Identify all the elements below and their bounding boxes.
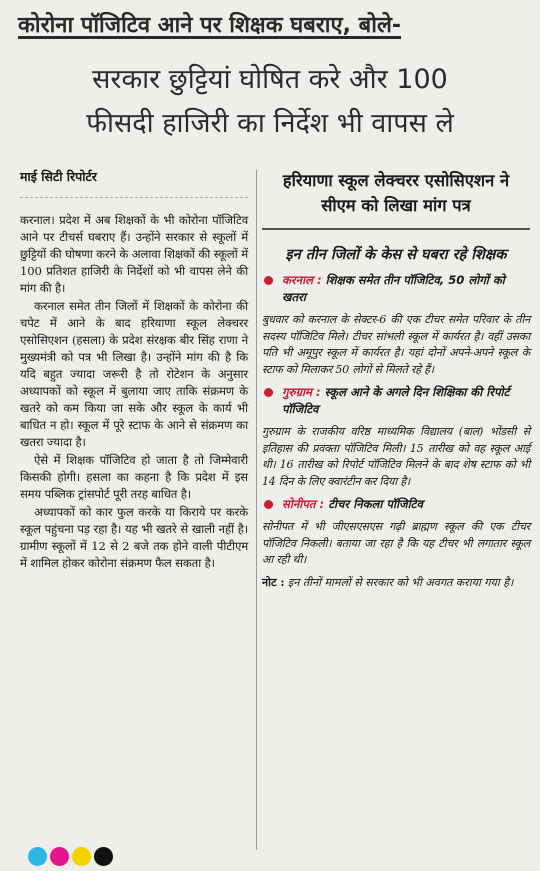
- right-column: [262, 168, 530, 591]
- sub-headline: हरियाणा स्कूल लेक्चरर एसोसिएशन ने सीएम को लिखा मांग पत्र: [262, 168, 530, 230]
- headline-line-1: सरकार छुट्टियां घोषित करे और 100: [92, 64, 448, 95]
- byline: माई सिटी रिपोर्टर: [20, 168, 248, 198]
- note-label: नोट :: [262, 575, 285, 589]
- point-prefix: सोनीपत :: [282, 497, 325, 511]
- yellow-dot: [72, 847, 91, 866]
- point-title-text: स्कूल आने के अगले दिन शिक्षिका की रिपोर्ट पॉजिटिव: [282, 385, 510, 416]
- black-dot: [94, 847, 113, 866]
- section-title: इन तीन जिलों के केस से घबरा रहे शिक्षक: [285, 247, 507, 263]
- kicker-box: [14, 6, 526, 52]
- bullet-icon: [264, 388, 273, 397]
- magenta-dot: [50, 847, 69, 866]
- bullet-icon: [264, 500, 273, 509]
- point-title-sonipat: [262, 496, 530, 513]
- color-registration-dots: [28, 847, 111, 869]
- column-divider: [256, 170, 257, 850]
- point-title-karnal: [262, 272, 530, 306]
- note: [262, 575, 530, 592]
- point-text-gurugram: गुरुग्राम के राजकीय वरिष्ठ माध्यमिक विद्यालय (बाल) भोंडसी से इतिहास की प्रवक्ता पॉजिटिव मिली। 15 तारीख को वह स्कूल आई थी। 16 तारीख को रिपोर्ट पॉजिटिव मिलने के बाद शेष स्टाफ को भी 14 दिन के लिए क्वारंटीन कर दिया है।: [262, 425, 530, 488]
- headline-line-2: फीसदी हाजिरी का निर्देश भी वापस ले: [86, 108, 454, 139]
- point-prefix: करनाल :: [282, 273, 322, 287]
- cyan-dot: [28, 847, 47, 866]
- point-text-sonipat: सोनीपत में भी जीएसएसएस गढ़ी ब्राह्मण स्कूल की एक टीचर पॉजिटिव निकली। बताया जा रहा है कि यह टीचर भी लगातार स्कूल आ रही थी।: [262, 520, 530, 566]
- bullet-icon: [264, 276, 273, 285]
- kicker: कोरोना पॉजिटिव आने पर शिक्षक घबराए, बोले-: [18, 13, 401, 38]
- note-text: इन तीनों मामलों से सरकार को भी अवगत कराया गया है।: [287, 575, 514, 589]
- paragraph-3: ऐसे में शिक्षक पॉजिटिव हो जाता है तो जिम्मेवारी किसकी होगी। हसला का कहना है कि प्रदेश में इस समय पब्लिक ट्रांसपोर्ट पूरी तरह बाधित है।: [20, 453, 248, 501]
- point-title-text: शिक्षक समेत तीन पॉजिटिव, 50 लोगों को खतरा: [282, 273, 505, 304]
- left-column: [20, 168, 248, 573]
- point-title-gurugram: [262, 384, 530, 418]
- paragraph-2: करनाल समेत तीन जिलों में शिक्षकों के कोरोना की चपेट में आने के बाद हरियाणा स्कूल लेक्चरर एसोसिएशन (हसला) के प्रदेश संरक्षक बीर सिंह राणा ने मुख्यमंत्री को पत्र भी लिखा है। उन्होंने मांग की है कि यदि बहुत ज्यादा जरूरी है तो रोटेशन के अनुसार अध्यापकों को स्कूल में बुलाया जाए ताकि संक्रमण के खतरे को कम किया जा सके और स्कूल के कार्य भी बाधित न हो। स्कूल में पूरे स्टाफ के आने से संक्रमण का खतरा ज्यादा है।: [20, 299, 248, 449]
- point-prefix: गुरुग्राम :: [282, 385, 321, 399]
- headline: [10, 58, 530, 146]
- paragraph-1: करनाल। प्रदेश में अब शिक्षकों के भी कोरोना पॉजिटिव आने पर टीचर्स घबराए हैं। उन्होंने सरकार से स्कूलों में छुट्टियों की घोषणा करने के अलावा शिक्षकों की स्कूलों में 100 प्रतिशत हाजिरी के निर्देशों को भी वापस लेने की मांग की है।: [20, 213, 248, 295]
- point-title-text: टीचर निकला पॉजिटिव: [328, 497, 423, 511]
- point-text-karnal: बुधवार को करनाल के सेक्टर-6 की एक टीचर समेत परिवार के तीन सदस्य पॉजिटिव मिले। टीचर सांभली स्कूल में कार्यरत है। वहीं उसका पति भी अमूपुर स्कूल में कार्यरत है। यहां दोनों अपने-अपने स्कूल के स्टाफ को मिलाकर 50 लोगों से मिलते रहे हैं।: [262, 313, 530, 376]
- paragraph-4: अध्यापकों को कार फुल करके या किराये पर करके स्कूल पहुंचना पड़ रहा है। यह भी खतरे से खाली नहीं है। ग्रामीण स्कूलों में 12 से 2 बजे तक होने वाली पीटीएम में शामिल होकर कोरोना संक्रमण फैल सकता है।: [20, 505, 248, 570]
